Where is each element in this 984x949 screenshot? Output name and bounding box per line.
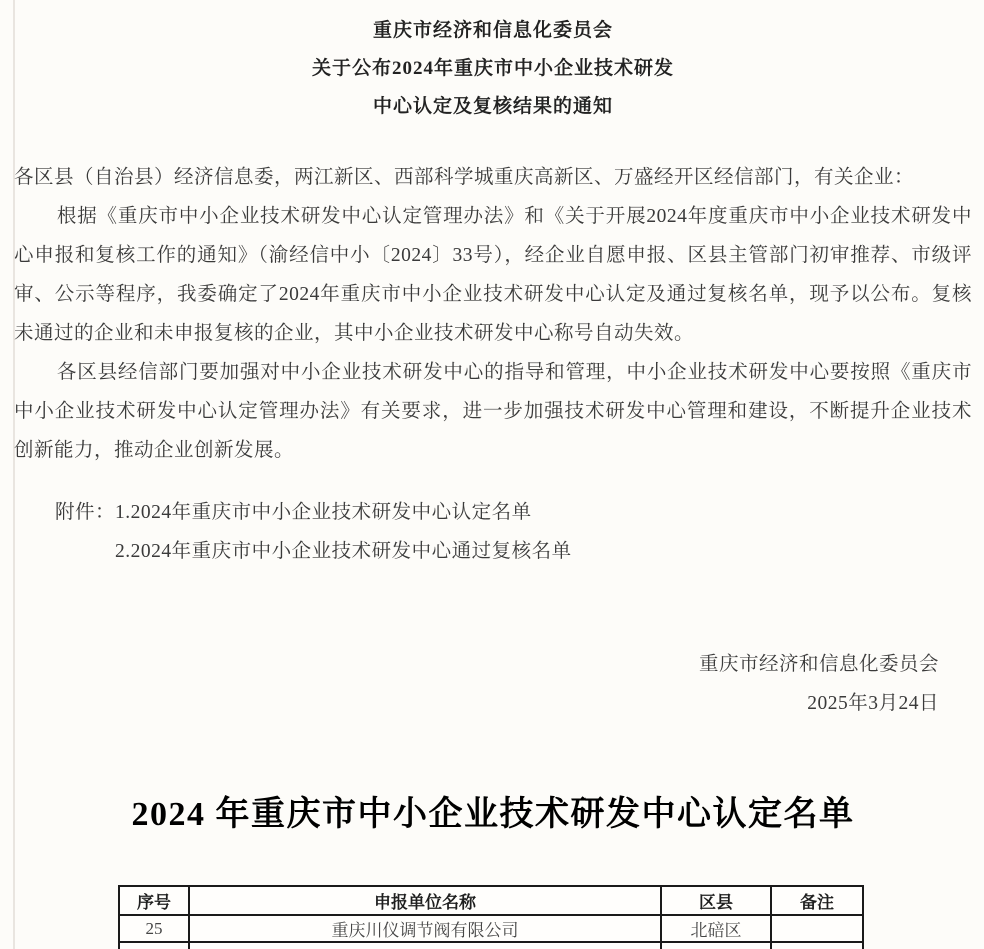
paragraph-basis: 根据《重庆市中小企业技术研发中心认定管理办法》和《关于开展2024年度重庆市中小企业技术研发中心申报和复核工作的通知》（渝经信中小〔2024〕33号），经企业自愿申报、区县主管部门初审推荐、市级评审、公示等程序，我委确定了2024年重庆市中小企业技术研发中心认定及通过复核名单，现予以公布。复核未通过的企业和未申报复核的企业，其中小企业技术研发中心称号自动失效。 — [14, 206, 972, 344]
doc-title — [14, 12, 972, 126]
header-seq: 序号 — [119, 886, 189, 915]
salutation: 各区县（自治县）经济信息委，两江新区、西部科学城重庆高新区、万盛经开区经信部门，有关企业： — [14, 167, 915, 188]
signature-block — [14, 645, 972, 723]
cell-note-clipped — [771, 942, 863, 949]
doc-title-line-1: 重庆市经济和信息化委员会 — [372, 20, 613, 41]
cell-seq-clipped — [119, 942, 189, 949]
cell-seq: 25 — [119, 915, 189, 942]
signature-issuer: 重庆市经济和信息化委员会 — [698, 654, 939, 675]
cell-district-clipped — [661, 942, 771, 949]
cell-note — [771, 915, 863, 942]
attachments-block — [55, 493, 972, 571]
paragraph-requirements: 各区县经信部门要加强对中小企业技术研发中心的指导和管理，中小企业技术研发中心要按照《重庆市中小企业技术研发中心认定管理办法》有关要求，进一步加强技术研发中心管理和建设，不断提升企业技术创新能力，推动企业创新发展。 — [14, 362, 972, 461]
attachment-item-2: 2.2024年重庆市中小企业技术研发中心通过复核名单 — [115, 541, 572, 562]
header-company-name: 申报单位名称 — [189, 886, 661, 915]
attachments-label: 附件： — [55, 502, 116, 523]
cell-district: 北碚区 — [661, 915, 771, 942]
attachment-item-1: 1.2024年重庆市中小企业技术研发中心认定名单 — [115, 502, 532, 523]
table-header-row — [119, 886, 863, 915]
signature-date: 2025年3月24日 — [807, 693, 939, 714]
annex-table — [118, 885, 864, 949]
header-district: 区县 — [661, 886, 771, 915]
table-row-clipped — [119, 942, 863, 949]
doc-title-line-2: 关于公布2024年重庆市中小企业技术研发 — [311, 58, 674, 79]
doc-title-line-3: 中心认定及复核结果的通知 — [372, 96, 613, 117]
table-row — [119, 915, 863, 942]
header-note: 备注 — [771, 886, 863, 915]
cell-company-name-clipped — [189, 942, 661, 949]
attachment-items — [115, 493, 572, 571]
cell-company-name: 重庆川仪调节阀有限公司 — [189, 915, 661, 942]
annex-heading: 2024 年重庆市中小企业技术研发中心认定名单 — [131, 796, 855, 833]
